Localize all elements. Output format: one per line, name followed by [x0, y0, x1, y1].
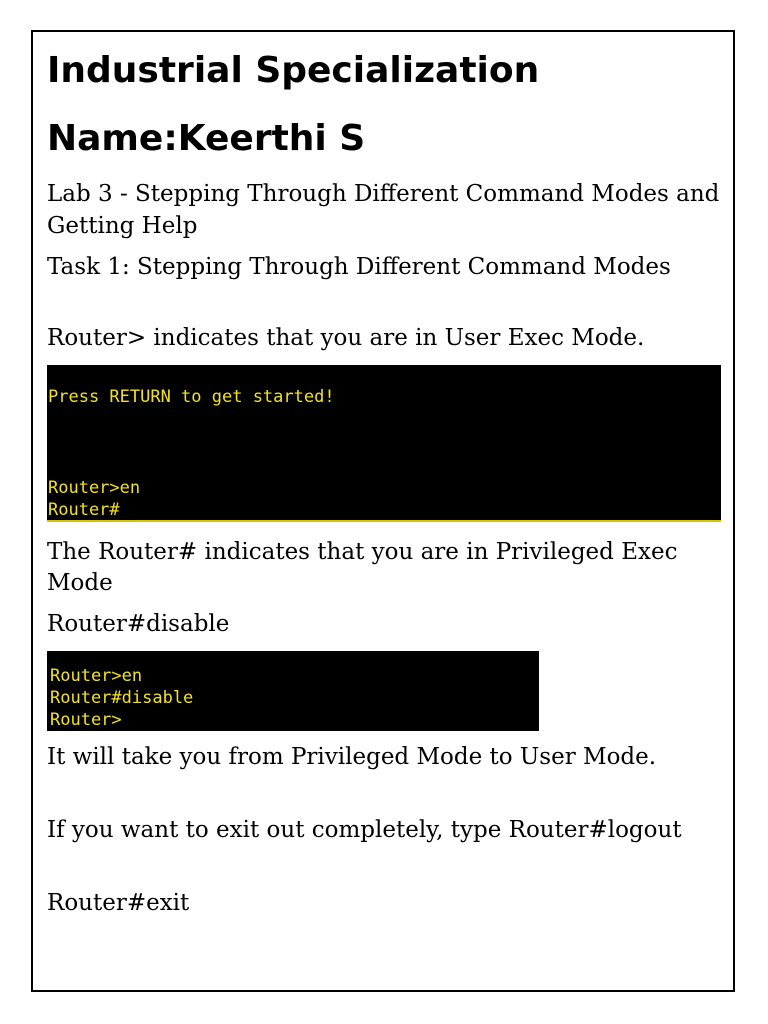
disable-result-paragraph: It will take you from Privileged Mode to User Mode. — [47, 744, 657, 770]
terminal-line: Router# — [48, 500, 120, 520]
terminal-line: Router#disable — [50, 688, 194, 708]
terminal-screenshot-2 — [47, 651, 539, 731]
terminal-line: Press RETURN to get started! — [48, 387, 335, 407]
terminal-line: Router> — [50, 710, 122, 730]
privileged-exec-paragraph: The Router# indicates that you are in Privileged Exec Mode — [47, 539, 678, 596]
terminal-line: Router>en — [48, 478, 141, 498]
lab-heading: Lab 3 - Stepping Through Different Command Modes and Getting Help — [47, 181, 720, 239]
terminal-screenshot-1 — [47, 365, 721, 522]
exit-instructions-paragraph: If you want to exit out completely, type Router#logout — [47, 817, 682, 843]
author-name: Name:Keerthi S — [47, 118, 366, 159]
task-heading: Task 1: Stepping Through Different Command Modes — [47, 254, 671, 280]
document-title: Industrial Specialization — [47, 50, 540, 91]
disable-command-paragraph: Router#disable — [47, 611, 230, 637]
user-exec-paragraph: Router> indicates that you are in User Exec Mode. — [47, 325, 645, 351]
terminal-line: Router>en — [50, 666, 143, 686]
exit-command-paragraph: Router#exit — [47, 890, 190, 916]
